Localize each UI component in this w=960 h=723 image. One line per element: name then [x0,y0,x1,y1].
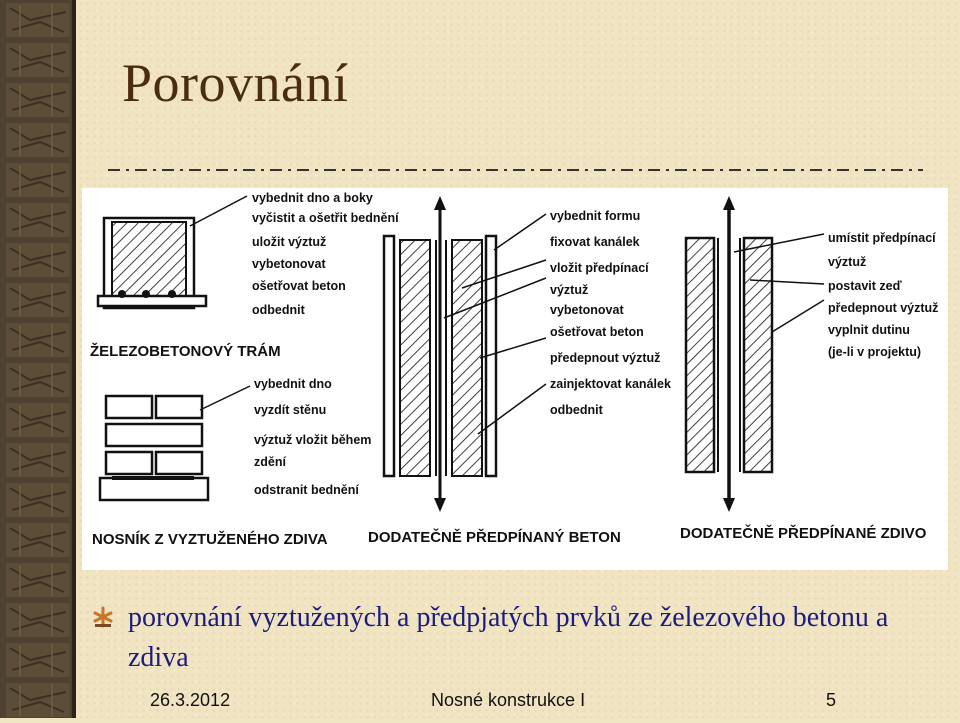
prestressed-masonry-step-label: postavit zeď [828,279,902,293]
masonry-step-label: vyzdít stěnu [254,403,327,417]
diagram-drawing [82,188,948,570]
masonry-step-label: zdění [254,455,286,469]
prestressed-steps-labels [550,209,671,417]
beam-step-label: ošetřovat beton [252,279,346,293]
beam-step-label: vybednit dno a boky [252,191,373,205]
beam-steps-labels [252,191,399,317]
prestressed-masonry-caption: DODATEČNĚ PŘEDPÍNANÉ ZDIVO [680,525,927,542]
reinforced-masonry-beam-figure [100,386,250,500]
prestressed-masonry-steps-labels [828,231,938,359]
page-title: Porovnání [122,53,349,113]
bullet-text: porovnání vyztužených a předpjatých prvků ze železového betonu a zdiva [128,602,889,673]
prestressed-step-label: výztuž [550,283,589,297]
footer-date: 26.3.2012 [150,690,231,710]
masonry-step-label: odstranit bednění [254,483,359,497]
prestressed-masonry-step-label: vyplnit dutinu [828,323,910,337]
masonry-steps-labels [254,377,371,497]
prestressed-step-label: ošetřovat beton [550,325,644,339]
post-tensioned-masonry-figure [686,196,824,512]
beam-caption: ŽELEZOBETONOVÝ TRÁM [90,343,281,360]
prestressed-masonry-step-label: předepnout výztuž [828,301,939,315]
prestressed-caption: DODATEČNĚ PŘEDPÍNANÝ BETON [368,529,621,546]
prestressed-step-label: zainjektovat kanálek [550,377,671,391]
beam-step-label: vybetonovat [252,257,326,271]
footer-page-number: 5 [826,690,837,710]
asterisk-bullet-icon [92,606,114,628]
footer-course: Nosné konstrukce I [431,690,586,710]
masonry-step-label: vybednit dno [254,377,332,391]
prestressed-step-label: odbednit [550,403,603,417]
prestressed-step-label: vložit předpínací [550,261,649,275]
decorative-side-strip [0,0,76,718]
beam-step-label: odbednit [252,303,305,317]
beam-step-label: vyčistit a ošetřit bednění [252,211,399,225]
beam-step-label: uložit výztuž [252,235,327,249]
title-divider [108,160,928,180]
masonry-caption: NOSNÍK Z VYZTUŽENÉHO ZDIVA [92,531,328,548]
prestressed-step-label: předepnout výztuž [550,351,661,365]
prestressed-masonry-step-label: výztuž [828,255,867,269]
reinforced-concrete-beam-figure [98,196,247,308]
prestressed-masonry-step-label: (je-li v projektu) [828,345,922,359]
side-strip-pattern [0,0,76,718]
prestressed-step-label: vybetonovat [550,303,624,317]
prestressed-step-label: fixovat kanálek [550,235,640,249]
comparison-diagram [82,188,948,570]
prestressed-masonry-step-label: umístit předpínací [828,231,936,245]
masonry-step-label: výztuž vložit během [254,433,372,447]
prestressed-step-label: vybednit formu [550,209,641,223]
post-tensioned-concrete-figure [384,196,546,512]
